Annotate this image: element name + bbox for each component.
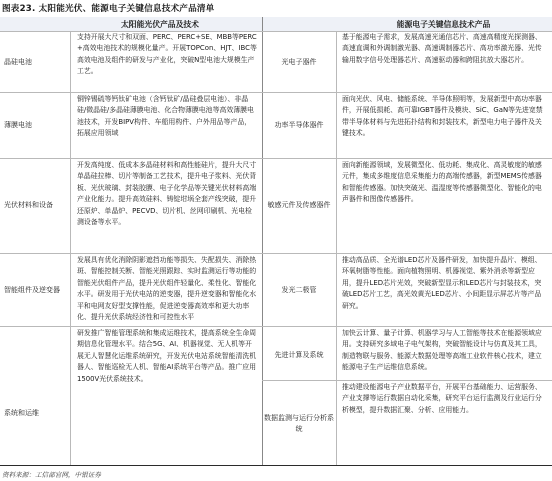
figure-title: 图表23. 太阳能光伏、能源电子关键信息技术产品清单 <box>2 4 215 14</box>
header-right: 能源电子关键信息技术产品 <box>396 20 491 29</box>
col-divider-3 <box>336 31 337 465</box>
right-row-line-2 <box>262 158 552 159</box>
col-divider-1 <box>70 31 71 465</box>
left-row-line-3 <box>0 253 262 254</box>
left-category-text: 发展具有优化消除阴影遮挡功能等损失、失配损失、消除热斑、智能控制关断、智能光照跟踪、实时监测运行等功能的智能光伏组件产品，提升光伏组件轻量化、柔性化、智能化水平。研发用于光伏电站的逆变器，提升逆变器和智能化水平和电网友好型支撑性能，促进逆变器高效率和更大功率化、提升光伏系统经济性和可控性水平 <box>77 256 257 322</box>
right-product-name: 光电子器件 <box>281 58 317 66</box>
left-category-label: 系统和运维 <box>4 409 39 417</box>
right-product-text: 推动高品质、全光谱LED芯片及器件研发，加快提升晶片、模组、环氧树脂等性能。面向植物照明、机器视觉、紫外消杀等新型应用，提升LED芯片光效，突破新型显示和LED芯片与封装技术，突破LED芯片工艺，高光效黄光LED芯片、小间距显示屏芯片等产品研究。 <box>342 256 542 310</box>
right-row-line-4 <box>262 326 552 327</box>
right-product-text: 推动建设能源电子产业数据平台，开展平台基础能力、运营服务、产业支撑等运行数据自动化采集，研究平台运行监测及行业运行分析模型，提升数据汇聚、分析、应用能力。 <box>342 383 542 414</box>
right-product-name: 发光二极管 <box>281 286 317 294</box>
right-row-line-3 <box>262 253 552 254</box>
right-product-text: 面向新能源领域，发展微型化、低功耗、集成化、高灵敏度的敏感元件，集成多维度信息采集能力的高端传感器，新型MEMS传感器和智能传感器。加快突破光、温湿度等传感器微型化、智能化的电声器件和图像传感器件。 <box>342 161 542 204</box>
left-category-label: 薄膜电池 <box>4 121 32 129</box>
left-category-text: 研发推广智能管理系统和集成运维技术，提高系统全生命周期信息化管理水平。结合5G、AI、机器视觉、无人机等开展无人智慧化运维系统研究，开发光伏电站系统智能清洗机器人、智能巡检无人机、智能AI系统平台等产品。推广应用1500V光伏系统技术。 <box>77 329 257 383</box>
left-category-label: 光伏材料和设备 <box>4 201 53 209</box>
right-product-name: 数据监测与运行分析系统 <box>264 414 334 433</box>
source-note: 资料来源：工信部官网，中银证券 <box>2 471 101 479</box>
left-category-text: 支持开展大尺寸和双面、PERC、PERC+SE、MBB等PERC+高效电池技术的规模化量产。开展TOPCon、HJT、IBC等高效电池及组件的研发与产业化，突破N型电池大规模生产工艺。 <box>77 33 257 76</box>
left-row-line-4 <box>0 326 262 327</box>
left-row-line-1 <box>0 92 262 93</box>
right-product-name: 先进计算及系统 <box>274 351 324 359</box>
col-divider-2 <box>262 17 263 465</box>
table-bottom-rule <box>0 465 552 466</box>
right-product-text: 基于能源电子需求，发展高速光通信芯片、高速高精度光探测器、高速直调和外调制激光器、高速调制器芯片、高功率激光器、光传输用数字信号处理器芯片、高速驱动器和跨阻抗放大器芯片。 <box>342 33 542 64</box>
left-category-label: 智能组件及逆变器 <box>4 286 60 294</box>
left-category-label: 晶硅电池 <box>4 58 32 66</box>
left-category-text: 铜锌锡硫等钙钛矿电池（含钙钛矿/晶硅叠层电池）、非晶硅/微晶硅/多晶硅薄膜电池、化合物薄膜电池等高效薄膜电池技术，开发BIPV构件、车船用构件、户外用品等产品，拓展应用领域 <box>77 95 254 138</box>
right-row-line-1 <box>262 92 552 93</box>
header-left: 太阳能光伏产品及技术 <box>121 20 199 29</box>
figure-title-bar <box>0 0 552 18</box>
left-row-line-2 <box>0 158 262 159</box>
right-product-name: 敏感元件及传感器件 <box>267 201 331 209</box>
right-product-text: 加快云计算、量子计算、机器学习与人工智能等技术在能源领域应用。支持研究多域电子电气架构，突破智能设计与仿真及其工具，制造物联与服务、能源大数据处理等高端工业软件核心技术，建立能源电子生产运维信息系统。 <box>342 329 542 372</box>
right-row-line-5 <box>262 380 552 381</box>
right-product-text: 面向光伏、风电、储能系统、半导体照明等，发展新型中高功率器件，开展低损耗、高可靠IGBT器件及模块、SiC、GaN等先进宽禁带半导体材料与先进拓扑结构和封装技术，新型电力电子器件及关键技术。 <box>342 95 543 138</box>
left-category-text: 开发高纯度、低成本多晶硅材料和高性能硅片，提升大尺寸单晶硅拉棒、切片等制备工艺技术，提升电子浆料、光伏背板、光伏玻璃、封装胶膜、电子化学品等关键光伏材料高端产业化能力。提升高效硅料、铸锭坩埚全套产线突破，提升还原炉、单晶炉、PECVD、切片机、丝网印刷机、光电检测设备等水平。 <box>77 161 257 227</box>
right-product-name: 功率半导体器件 <box>274 121 324 129</box>
